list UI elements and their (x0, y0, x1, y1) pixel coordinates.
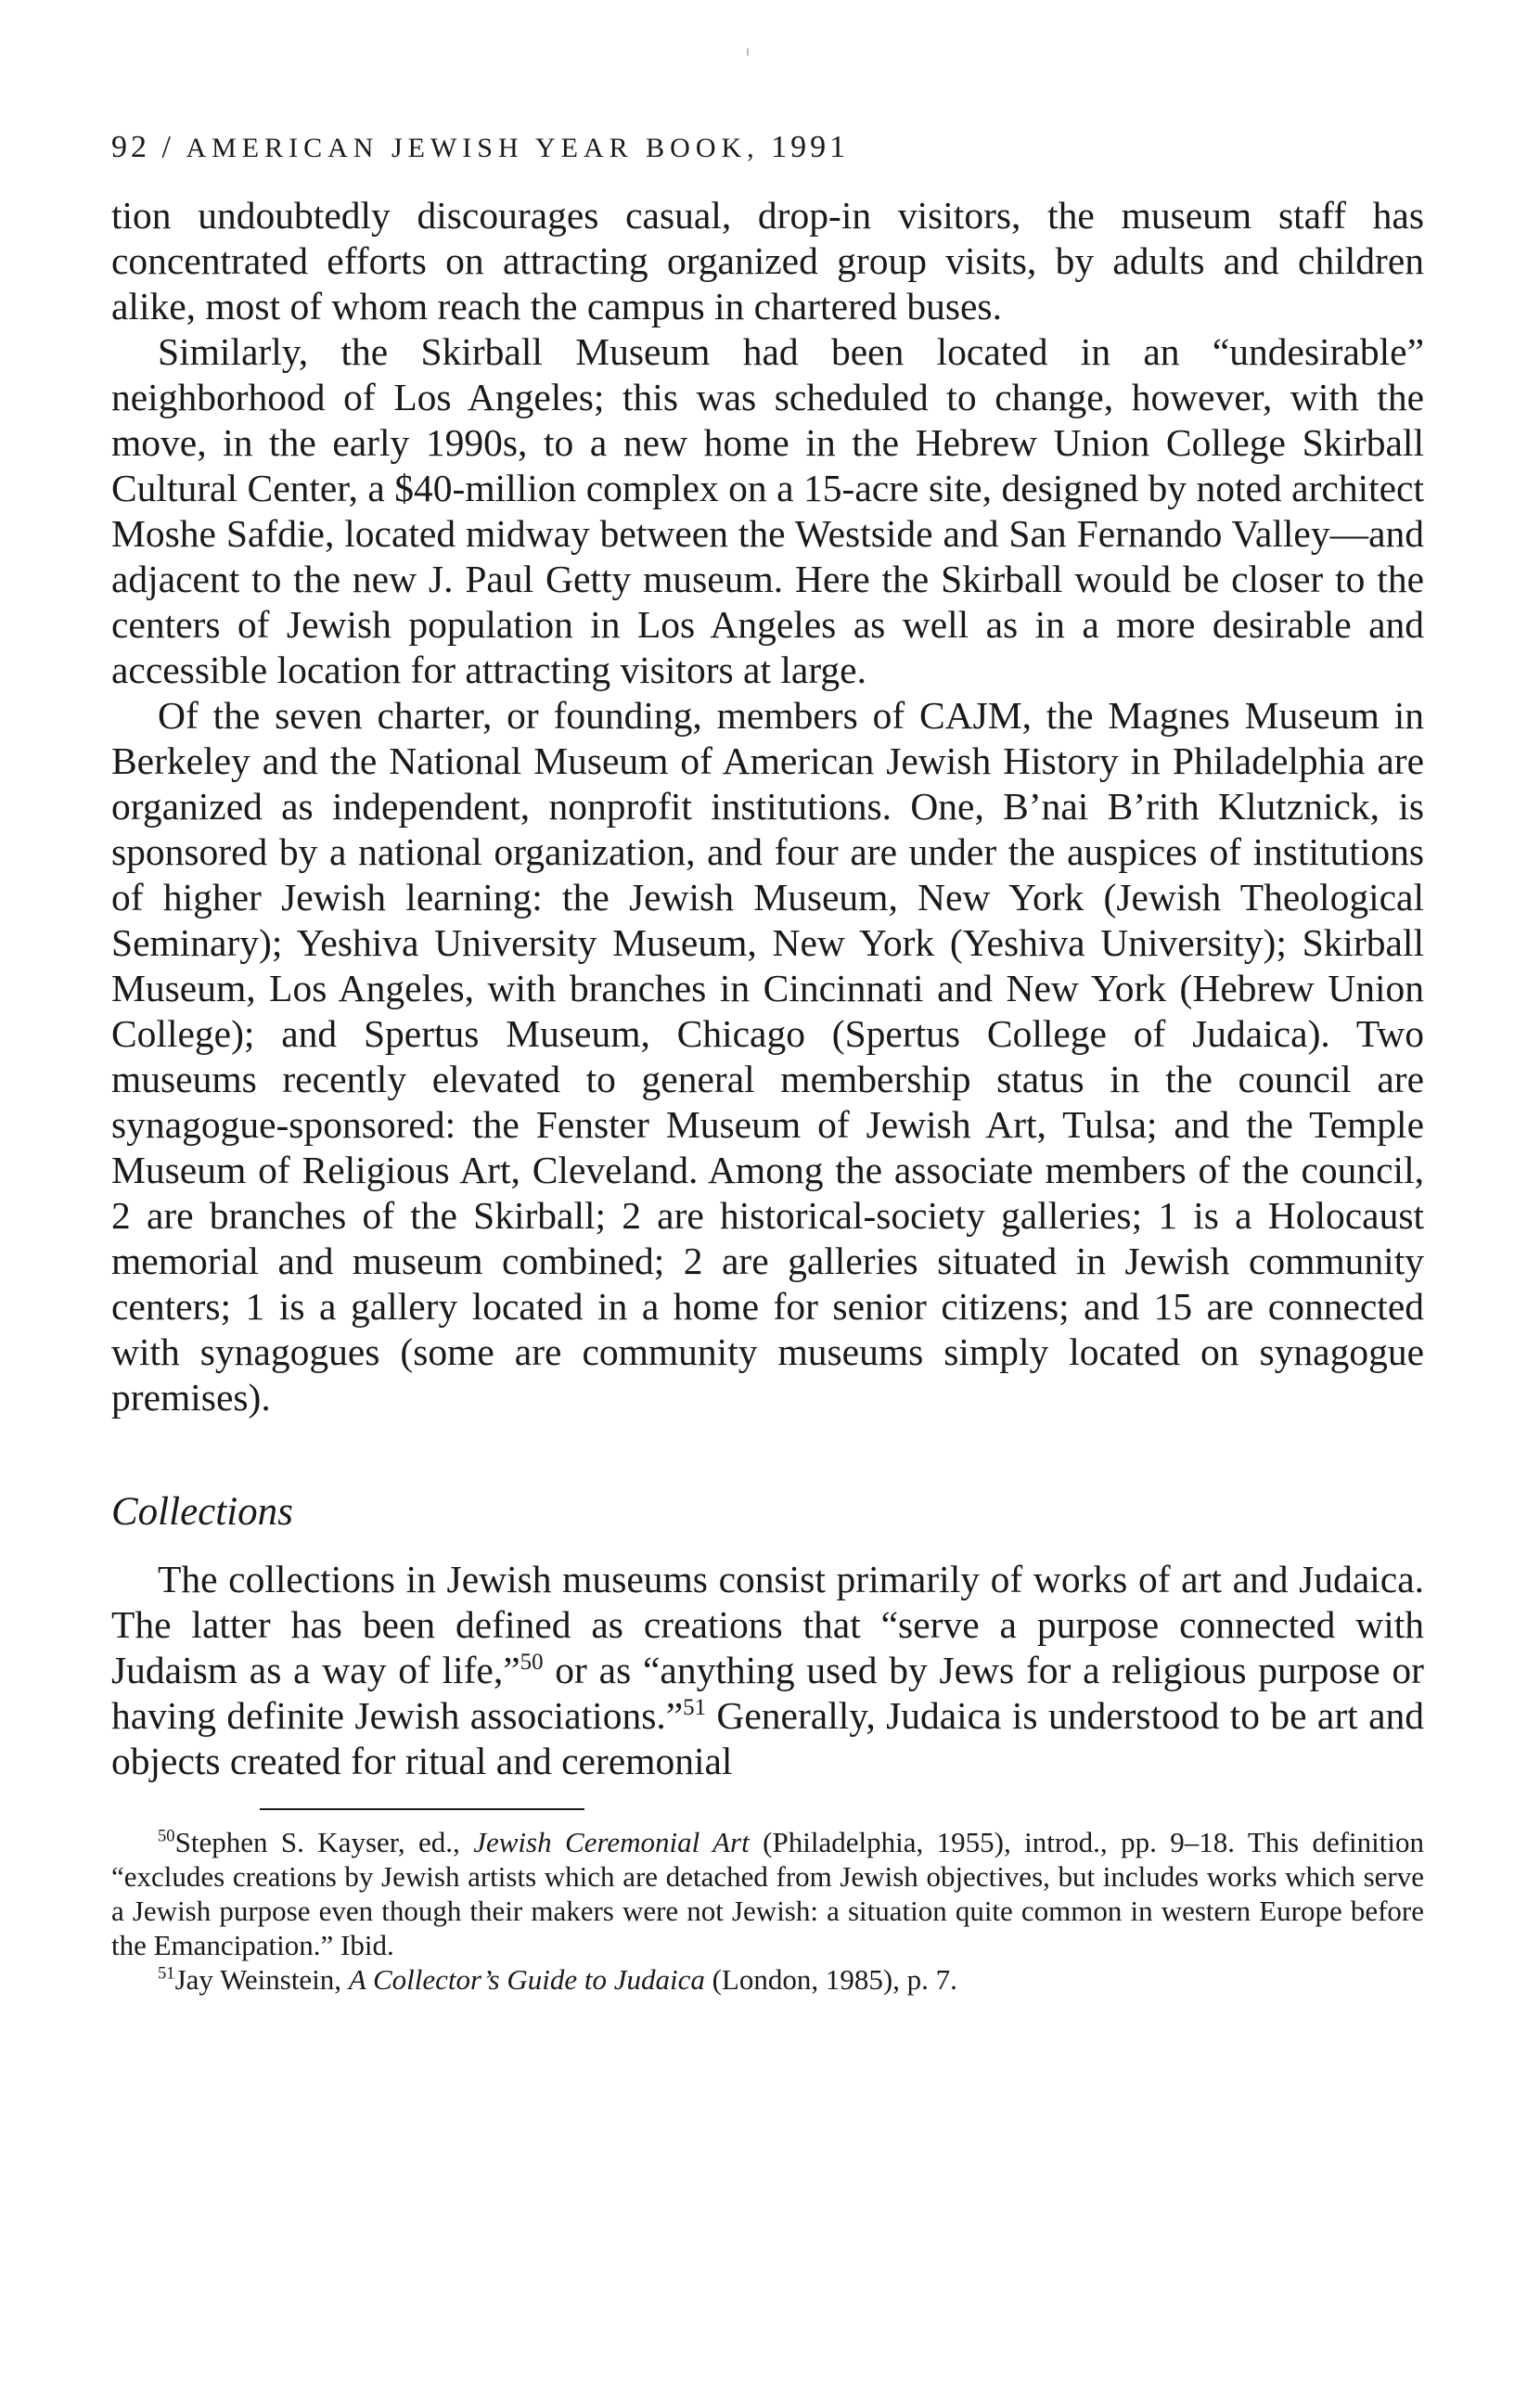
footnote-50-text: (Philadelphia, 1955), introd., pp. 9–18. This definition “excludes creations by Jewish artists which are detached from Jewish objectives, but includes works which serve a Jewish purpose even though their makers were not Jewish: a situation quite common in western Europe before the Emancipation.” Ibid. (111, 1826, 1424, 1961)
header-separator: / (161, 130, 174, 164)
paragraph-cajm-members: Of the seven charter, or founding, members of CAJM, the Magnes Museum in Berkeley and the National Museum of American Jewish History in Philadelphia are organized as independent, nonprofit institutions. One, B’nai B’rith Klutznick, is sponsored by a national organization, and four are under the auspices of institutions of higher Jewish learning: the Jewish Museum, New York (Jewish Theological Seminary); Yeshiva University Museum, New York (Yeshiva University); Skirball Museum, Los Angeles, with branches in Cincinnati and New York (Hebrew Union College); and Spertus Museum, Chicago (Spertus College of Judaica). Two museums recently elevated to general membership status in the council are synagogue-sponsored: the Fenster Museum of Jewish Art, Tulsa; and the Temple Museum of Religious Art, Cleveland. Among the associate members of the council, 2 are branches of the Skirball; 2 are historical-society galleries; 1 is a Holocaust memorial and museum combined; 2 are galleries situated in Jewish community centers; 1 is a gallery located in a home for senior citizens; and 15 are connected with synagogues (some are community museums simply located on synagogue premises). (111, 694, 1424, 1419)
footnote-ref-50[interactable]: 50 (520, 1650, 544, 1676)
book-title: AMERICAN JEWISH YEAR BOOK, (186, 133, 760, 163)
running-head (111, 130, 1424, 165)
footnote-divider (260, 1808, 584, 1810)
footnote-51-author: Jay Weinstein, (174, 1963, 349, 1996)
footnote-50-number: 50 (158, 1826, 175, 1846)
footnote-51-number: 51 (158, 1963, 175, 1984)
collections-text-3: Generally, Judaica is understood to be art and objects created for ritual and ceremonial (111, 1694, 1424, 1782)
body-text (111, 193, 1424, 1784)
page (111, 130, 1424, 1997)
paragraph-continued: tion undoubtedly discourages casual, drop-in visitors, the museum staff has concentrated efforts on attracting organized group visits, by adults and children alike, most of whom reach the campus in chartered buses. (111, 194, 1424, 328)
paragraph-skirball: Similarly, the Skirball Museum had been located in an “undesirable” neighborhood of Los Angeles; this was scheduled to change, however, with the move, in the early 1990s, to a new home in the Hebrew Union College Skirball Cultural Center, a $40-million complex on a 15-acre site, designed by noted architect Moshe Safdie, located midway between the Westside and San Fernando Valley—and adjacent to the new J. Paul Getty museum. Here the Skirball would be closer to the centers of Jewish population in Los Angeles as well as in a more desirable and accessible location for attracting visitors at large. (111, 330, 1424, 691)
section-heading: Collections (111, 1490, 293, 1534)
collections-text-2: or as “anything used by Jews for a religious purpose or having definite Jewish associations.” (111, 1649, 1424, 1737)
collections-text-1: The collections in Jewish museums consist primarily of works of art and Judaica. The latter has been defined as creations that “serve a purpose connected with Judaism as a way of life,” (111, 1558, 1424, 1691)
footnote-51-text: (London, 1985), p. 7. (704, 1963, 957, 1996)
footnote-51-work: A Collector’s Guide to Judaica (348, 1963, 705, 1996)
paragraph-collections (111, 1557, 1424, 1784)
footnotes (111, 1825, 1424, 1997)
footnote-51 (111, 1962, 1424, 1997)
footnote-50 (111, 1825, 1424, 1962)
footnote-50-work: Jewish Ceremonial Art (473, 1826, 750, 1858)
page-number: 92 (111, 130, 150, 164)
book-year: 1991 (771, 130, 850, 164)
scan-mark (747, 48, 749, 56)
footnote-ref-51[interactable]: 51 (683, 1695, 707, 1721)
footnote-50-author: Stephen S. Kayser, ed., (174, 1826, 474, 1858)
